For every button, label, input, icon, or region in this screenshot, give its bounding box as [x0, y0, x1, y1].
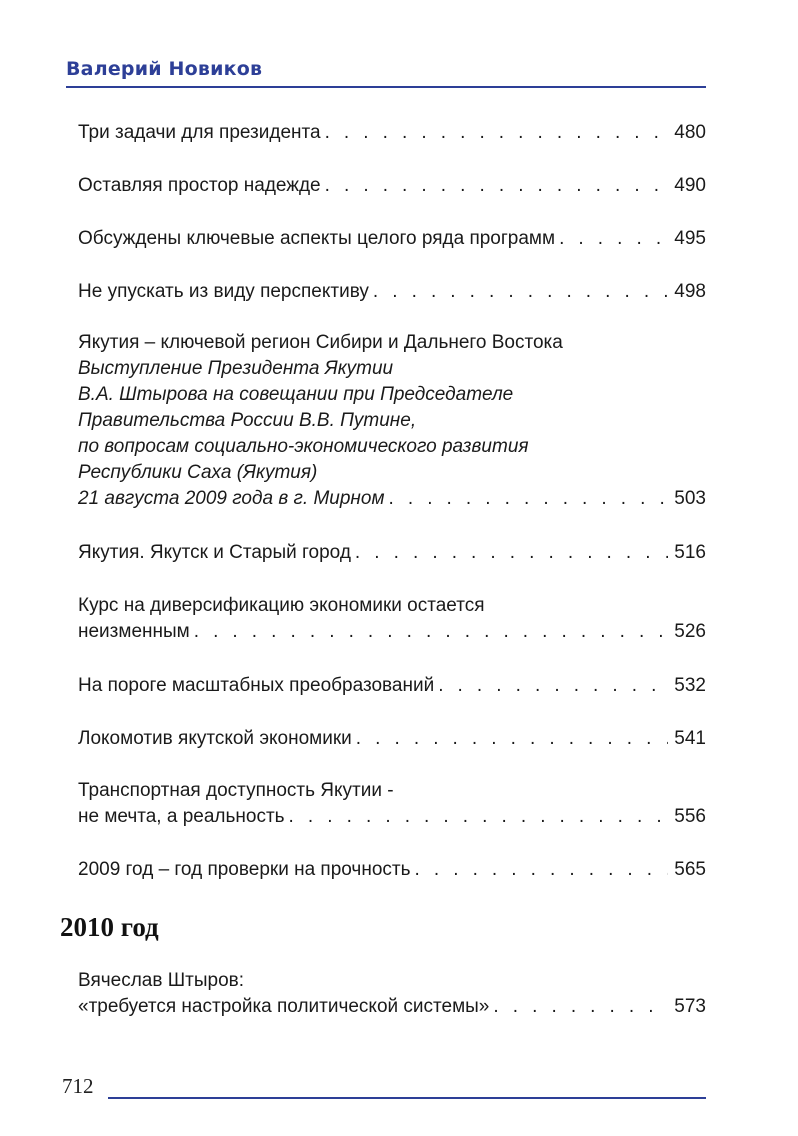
toc-page-number: 498 [674, 281, 706, 302]
dot-leader [559, 226, 668, 252]
footer-rule [108, 1097, 706, 1099]
section-heading: 2010 год [60, 912, 159, 942]
toc-entry-subtitle: 21 августа 2009 года в г. Мирном [78, 488, 385, 509]
toc-entry-title: Транспортная доступность Якутии - [78, 780, 394, 801]
toc-entry[interactable] [78, 279, 706, 305]
toc-entry-title: Курс на диверсификацию экономики остается [78, 595, 485, 616]
toc-entry-line [78, 120, 706, 146]
toc-page-number: 526 [674, 621, 706, 642]
toc-entry-title: Не упускать из виду перспективу [78, 281, 369, 302]
toc-entry-title: Обсуждены ключевые аспекты целого ряда программ [78, 228, 556, 249]
toc-page-number: 495 [674, 228, 706, 249]
toc-page-number: 541 [674, 728, 706, 749]
dot-leader [325, 120, 669, 146]
toc-entry-line [78, 673, 706, 699]
toc-page-number: 556 [674, 806, 706, 827]
toc-entry[interactable] [78, 593, 706, 645]
toc-entry-title: Локомотив якутской экономики [78, 728, 352, 749]
dot-leader [438, 673, 668, 699]
toc-page-number: 573 [674, 996, 706, 1017]
toc-entry[interactable] [78, 726, 706, 752]
dot-leader [356, 726, 669, 752]
dot-leader [289, 804, 669, 830]
toc-page-number: 516 [674, 542, 706, 563]
toc-entry[interactable] [78, 778, 706, 830]
toc-entry-line [78, 279, 706, 305]
toc-entry-title: не мечта, а реальность [78, 806, 285, 827]
toc-page-number: 480 [674, 122, 706, 143]
toc-entry[interactable] [78, 968, 706, 1020]
toc-entry-title: Три задачи для президента [78, 122, 321, 143]
toc-entry-title: Оставляя простор надежде [78, 175, 321, 196]
toc-entry[interactable] [78, 857, 706, 883]
toc-entry-title: Якутия – ключевой регион Сибири и Дальнего Востока [78, 332, 563, 353]
toc-entry-line [78, 486, 706, 512]
dot-leader [415, 857, 669, 883]
toc-page-number: 532 [674, 675, 706, 696]
toc-entry-subtitle: Выступление Президента Якутии [78, 358, 394, 379]
dot-leader [388, 486, 668, 512]
toc-entry-line [78, 726, 706, 752]
page-number: 712 [62, 1074, 94, 1098]
dot-leader [194, 619, 669, 645]
dot-leader [373, 279, 668, 305]
toc-page-number: 565 [674, 859, 706, 880]
toc-entry[interactable] [78, 540, 706, 566]
toc-page-number: 490 [674, 175, 706, 196]
toc-entry-title: Вячеслав Штыров: [78, 970, 245, 991]
toc-entry-title: 2009 год – год проверки на прочность [78, 859, 411, 880]
dot-leader [355, 540, 668, 566]
toc-entry-line [78, 540, 706, 566]
running-header [66, 56, 706, 88]
toc-entry[interactable] [78, 330, 706, 512]
toc-entry-subtitle: В.А. Штырова на совещании при Председателе [78, 384, 514, 405]
dot-leader [325, 173, 669, 199]
toc-entry[interactable] [78, 173, 706, 199]
toc-page-number: 503 [674, 488, 706, 509]
toc-entry-line [78, 226, 706, 252]
toc-entry-subtitle: Правительства России В.В. Путине, [78, 410, 417, 431]
toc-entry-subtitle: по вопросам социально-экономического развития [78, 436, 529, 457]
dot-leader [493, 994, 668, 1020]
toc-entry-title: На пороге масштабных преобразований [78, 675, 435, 696]
toc-entry-line [78, 994, 706, 1020]
toc-entry-title: неизменным [78, 621, 190, 642]
toc-entry-title: Якутия. Якутск и Старый город [78, 542, 351, 563]
toc-entry[interactable] [78, 673, 706, 699]
page-footer [62, 1072, 706, 1102]
toc-entry-line [78, 619, 706, 645]
toc-entry-line [78, 173, 706, 199]
toc-entry-line [78, 857, 706, 883]
toc-entry[interactable] [78, 120, 706, 146]
toc-entry-line [78, 804, 706, 830]
toc-entry-subtitle: Республики Саха (Якутия) [78, 462, 318, 483]
toc-entry[interactable] [78, 226, 706, 252]
toc-entry-title: «требуется настройка политической системы» [78, 996, 490, 1017]
author-name: Валерий Новиков [66, 58, 263, 80]
